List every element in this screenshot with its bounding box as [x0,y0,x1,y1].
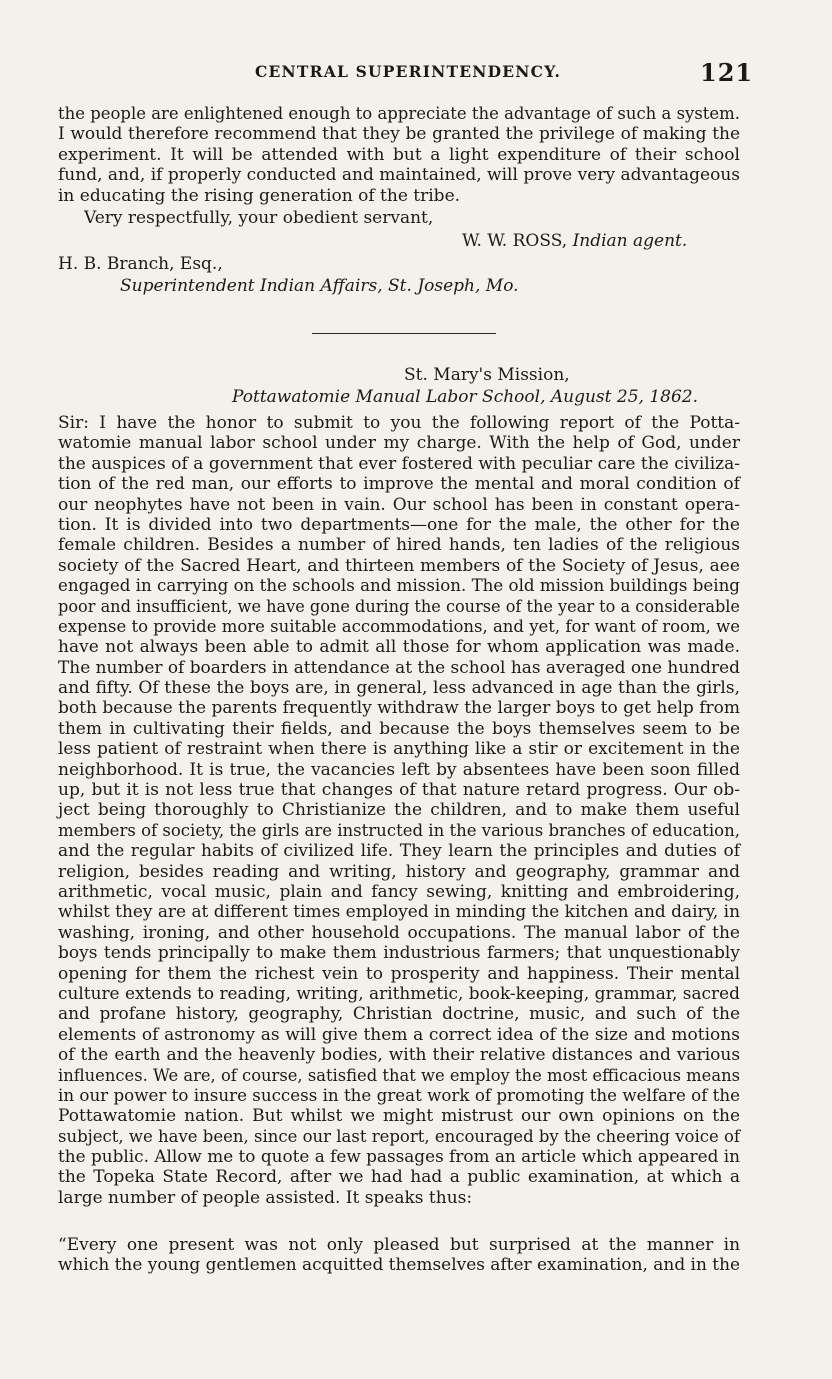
text-line: in educating the rising generation of the tribe. [58,185,461,206]
text-line: fund, and, if properly conducted and maintained, will prove very advantageous [58,165,740,186]
text-line: subject, we have been, since our last report, encouraged by the cheering voice of [58,1126,741,1147]
text-line: the people are enlightened enough to appreciate the advantage of such a system. [58,104,741,124]
text-line: the public. Allow me to quote a few passages from an article which appeared in [58,1147,740,1168]
page-number: 121 [700,58,754,87]
text-line: “Every one present was not only pleased but surprised at the manner in [58,1235,741,1255]
page-header [0,58,832,88]
letter-place: St. Mary's Mission, [404,365,570,385]
opening-paragraph [58,104,740,206]
quoted-passage [58,1235,740,1276]
running-head: CENTRAL SUPERINTENDENCY. [255,62,562,81]
text-line: experiment. It will be attended with but a light expenditure of their school [58,144,740,165]
text-line: elements of astronomy as will give them a correct idea of the size and motions [58,1024,740,1045]
text-line: religion, besides reading and writing, history and geography, grammar and [58,861,740,882]
text-line: the auspices of a government that ever fostered with peculiar care the civiliza- [58,453,740,474]
text-line: influences. We are, of course, satisfied that we employ the most efficacious means [58,1065,741,1086]
text-line: large number of people assisted. It speaks thus: [58,1187,473,1208]
text-line: and profane history, geography, Christian doctrine, music, and such of the [58,1004,741,1025]
text-line: the Topeka State Record, after we had had a public examination, at which a [58,1167,741,1188]
text-line: which the young gentlemen acquitted themselves after examination, and in the [58,1255,741,1276]
text-line: and the regular habits of civilized life. They learn the principles and duties of [58,841,741,862]
text-line: opening for them the richest vein to prosperity and happiness. Their mental [58,963,741,984]
text-line: washing, ironing, and other household occupations. The manual labor of the [58,922,740,943]
signature-title: Indian agent. [572,231,688,251]
section-divider [312,333,496,334]
text-line: ject being thoroughly to Christianize the children, and to make them useful [58,800,740,821]
text-line: arithmetic, vocal music, plain and fancy sewing, knitting and embroidering, [58,881,740,902]
text-line: culture extends to reading, writing, arithmetic, book-keeping, grammar, sacred [58,983,740,1004]
text-line: tion of the red man, our efforts to improve the mental and moral condition of [58,474,740,495]
text-line: members of society, the girls are instructed in the various branches of education, [58,820,740,841]
text-line: Pottawatomie nation. But whilst we might mistrust our own opinions on the [58,1106,741,1127]
addressee: H. B. Branch, Esq., [58,254,223,274]
text-line: them in cultivating their fields, and because the boys themselves seem to be [58,718,741,739]
text-line: and fifty. Of these the boys are, in general, less advanced in age than the girls, [58,678,740,699]
text-line: expense to provide more suitable accommodations, and yet, for want of room, we [58,616,740,637]
letter-place-detail: Pottawatomie Manual Labor School, August 25, 1862. [232,387,698,407]
letter-body [58,413,740,1208]
text-line: boys tends principally to make them industrious farmers; that unquestionably [58,943,740,964]
text-line: The number of boarders in attendance at the school has averaged one hundred [58,657,740,678]
closing-salutation: Very respectfully, your obedient servant, [84,208,434,228]
text-line: engaged in carrying on the schools and mission. The old mission buildings being [58,576,740,597]
text-line: less patient of restraint when there is anything like a stir or excitement in the [58,739,740,760]
text-line: female children. Besides a number of hired hands, ten ladies of the religious [58,535,740,556]
text-line: society of the Sacred Heart, and thirteen members of the Society of Jesus, aee [58,555,740,576]
text-line: poor and insufficient, we have gone during the course of the year to a considerable [58,596,740,617]
text-line: Sir: I have the honor to submit to you the following report of the Potta- [58,413,741,433]
text-line: of the earth and the heavenly bodies, with their relative distances and various [58,1045,741,1066]
text-line: have not always been able to admit all those for whom application was made. [58,637,741,658]
addressee-office: Superintendent Indian Affairs, St. Joseph, Mo. [120,276,519,296]
text-line: whilst they are at different times employed in minding the kitchen and dairy, in [58,902,741,923]
signature [462,231,687,251]
text-line: watomie manual labor school under my charge. With the help of God, under [58,433,740,454]
text-line: in our power to insure success in the great work of promoting the welfare of the [58,1085,741,1106]
text-line: I would therefore recommend that they be granted the privilege of making the [58,124,741,145]
text-line: both because the parents frequently withdraw the larger boys to get help from [58,698,740,719]
text-line: our neophytes have not been in vain. Our school has been in constant opera- [58,494,740,515]
text-line: neighborhood. It is true, the vacancies left by absentees have been soon filled [58,759,740,780]
text-line: up, but it is not less true that changes of that nature retard progress. Our ob- [58,780,740,801]
text-line: tion. It is divided into two departments—one for the male, the other for the [58,514,740,535]
signature-name: W. W. ROSS, [462,231,568,251]
